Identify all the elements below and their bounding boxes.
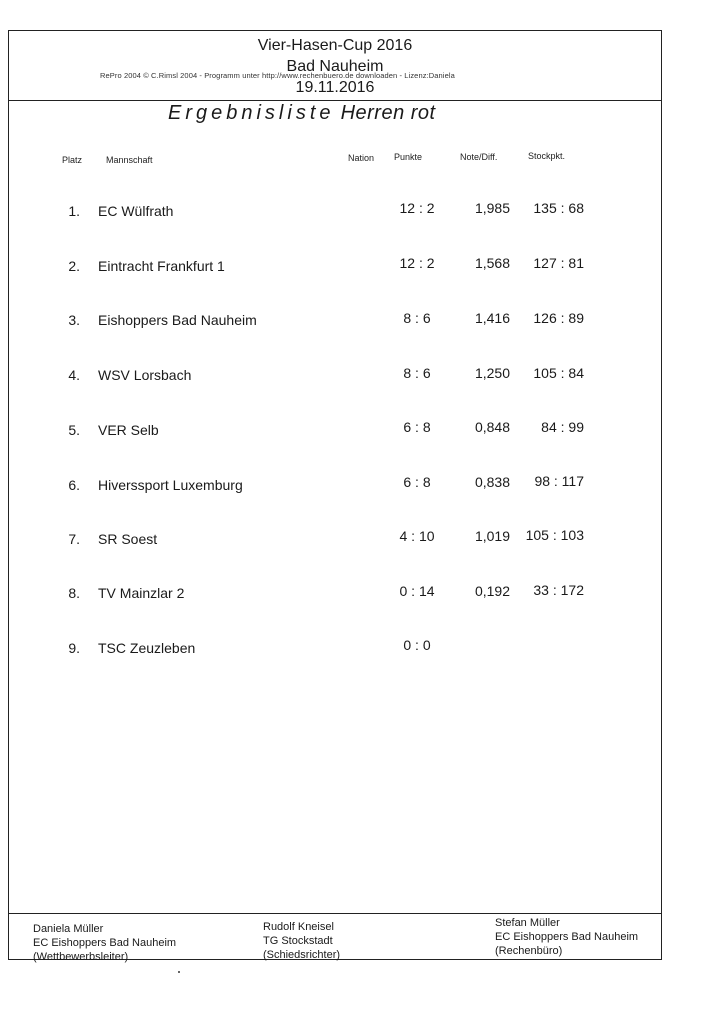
team-cell: WSV Lorsbach (98, 367, 192, 383)
points-cell: 6 : 8 (403, 419, 431, 435)
table-row (0, 312, 724, 336)
note-cell: 0,192 (474, 583, 510, 599)
signature-name: Daniela Müller (33, 923, 104, 935)
rank-cell: 7. (68, 531, 80, 547)
note-cell: 1,568 (474, 255, 510, 271)
note-cell: 1,416 (474, 310, 510, 326)
event-location: Bad Nauheim (286, 58, 384, 75)
rank-cell: 1. (68, 203, 80, 219)
rank-cell: 9. (68, 640, 80, 656)
table-row (0, 255, 724, 282)
note-cell: 0,838 (474, 474, 510, 490)
stock-cell: 33 : 172 (533, 582, 584, 598)
signature-footer (9, 913, 661, 961)
team-cell: SR Soest (98, 531, 158, 547)
points-cell: 4 : 10 (399, 528, 435, 544)
points-cell: 8 : 6 (403, 365, 431, 381)
signature-calculation-office (495, 916, 638, 958)
col-header-note: Note/Diff. (460, 152, 498, 162)
page-title (168, 102, 436, 125)
rank-cell: 6. (68, 477, 80, 493)
rank-cell: 5. (68, 422, 80, 438)
team-cell: EC Wülfrath (98, 203, 174, 219)
col-header-mannschaft: Mannschaft (106, 155, 153, 165)
points-cell: 0 : 14 (399, 583, 435, 599)
rank-cell: 2. (68, 258, 80, 274)
signature-club: EC Eishoppers Bad Nauheim (495, 931, 639, 943)
event-title: Vier-Hasen-Cup 2016 (257, 37, 413, 54)
note-cell: 0,848 (474, 419, 510, 435)
signature-competition-leader (33, 922, 176, 964)
note-cell: 1,250 (474, 365, 510, 381)
signature-role: (Schiedsrichter) (263, 949, 341, 961)
stock-cell: 127 : 81 (533, 255, 584, 271)
col-header-platz: Platz (62, 155, 83, 165)
col-header-stock: Stockpkt. (528, 151, 566, 161)
header-box (9, 31, 661, 101)
software-credit: RePro 2004 © C.Rimsl 2004 - Programm unter http://www.rechenbuero.de downloaden - Lizenz:Daniela (100, 71, 455, 80)
table-row (0, 367, 724, 391)
event-date: 19.11.2016 (295, 79, 375, 96)
signature-club: EC Eishoppers Bad Nauheim (33, 937, 177, 949)
signature-role: (Rechenbüro) (495, 945, 563, 957)
points-cell: 8 : 6 (403, 310, 431, 326)
points-cell: 0 : 0 (403, 637, 431, 653)
table-row (0, 582, 724, 609)
points-cell: 6 : 8 (403, 474, 431, 490)
table-row (0, 200, 724, 227)
stock-cell: 126 : 89 (533, 310, 584, 326)
signature-name: Rudolf Kneisel (263, 921, 334, 933)
signature-name: Stefan Müller (495, 917, 560, 929)
signature-referee (263, 920, 340, 962)
note-cell: 1,985 (474, 200, 510, 216)
signature-role: (Wettbewerbsleiter) (33, 951, 129, 963)
stock-cell: 98 : 117 (534, 473, 584, 489)
team-cell: TSC Zeuzleben (98, 640, 196, 656)
team-cell: VER Selb (98, 422, 159, 438)
team-cell: Eishoppers Bad Nauheim (98, 312, 257, 328)
stock-cell: 105 : 84 (533, 365, 584, 381)
title-sub: Herren rot (340, 102, 436, 124)
table-row (0, 473, 724, 501)
note-cell: 1,019 (474, 528, 510, 544)
rank-cell: 3. (68, 312, 80, 328)
table-row (0, 527, 724, 555)
stock-cell: 105 : 103 (525, 527, 584, 543)
points-cell: 12 : 2 (399, 200, 435, 216)
table-row (0, 419, 724, 446)
title-main: Ergebnisliste (168, 102, 335, 124)
stock-cell: 84 : 99 (541, 419, 584, 435)
team-cell: Hiverssport Luxemburg (98, 477, 243, 493)
team-cell: TV Mainzlar 2 (98, 585, 185, 601)
rank-cell: 8. (68, 585, 80, 601)
signature-club: TG Stockstadt (263, 935, 333, 947)
scan-speck (178, 971, 180, 973)
rank-cell: 4. (68, 367, 80, 383)
team-cell: Eintracht Frankfurt 1 (98, 258, 225, 274)
col-header-punkte: Punkte (394, 152, 423, 162)
stock-cell: 135 : 68 (533, 200, 584, 216)
points-cell: 12 : 2 (399, 255, 435, 271)
table-row (0, 637, 724, 664)
col-header-nation: Nation (348, 153, 375, 163)
